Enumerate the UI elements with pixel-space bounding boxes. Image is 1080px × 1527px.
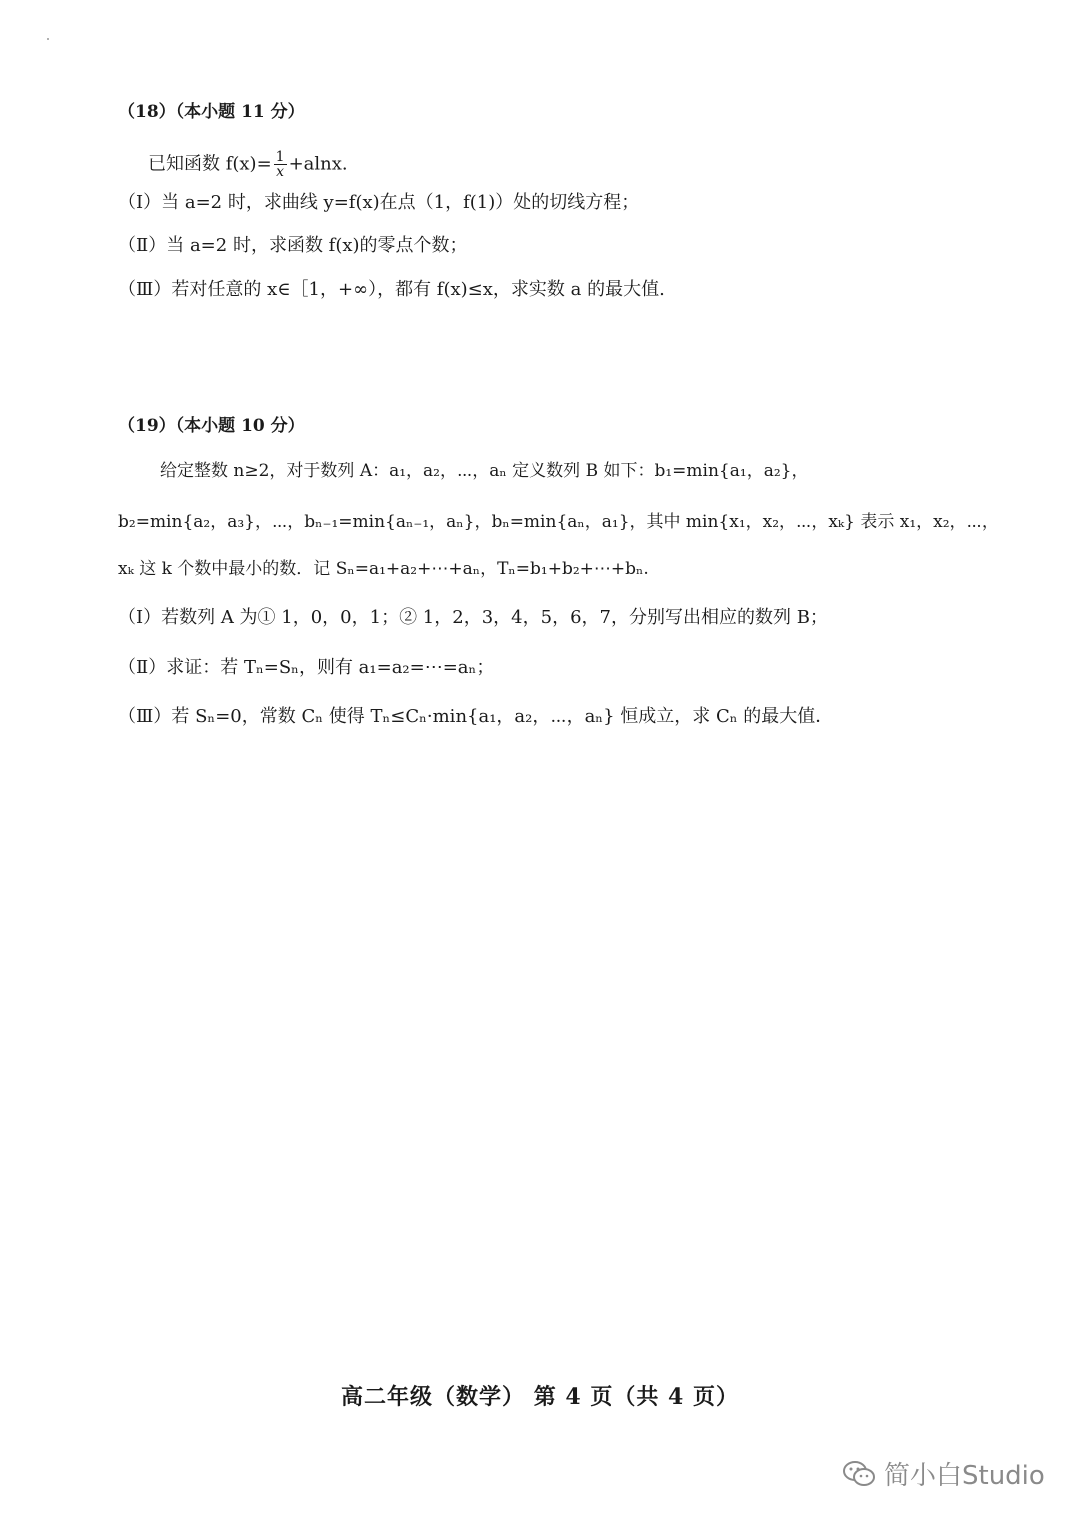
q19-part3: （Ⅲ）若 Sₙ=0，常数 Cₙ 使得 Tₙ≤Cₙ·min{a₁，a₂，⋯，aₙ} 恒成立，求 Cₙ 的最大值． — [118, 706, 834, 727]
q19-part2: （Ⅱ）求证：若 Tₙ=Sₙ，则有 a₁=a₂=⋯=aₙ； — [118, 657, 495, 678]
q18-header: （18）（本小题 11 分） — [118, 102, 305, 122]
q18-intro — [148, 150, 348, 179]
page-footer: 高二年级（数学） 第 4 页（共 4 页） — [341, 1384, 739, 1410]
watermark — [842, 1455, 1045, 1492]
q18-part3: （Ⅲ）若对任意的 x∈［1，+∞），都有 f(x)≤x，求实数 a 的最大值. — [118, 279, 665, 300]
q19-line2: b₂=min{a₂，a₃}，⋯，bₙ₋₁=min{aₙ₋₁，aₙ}，bₙ=min{aₙ，a₁}，其中 min{x₁，x₂，⋯，xₖ} 表示 x₁，x₂，⋯， — [118, 512, 999, 532]
q18-part1: （Ⅰ）当 a=2 时，求曲线 y=f(x)在点（1，f(1)）处的切线方程； — [118, 192, 640, 213]
watermark-text: 简小白Studio — [884, 1461, 1045, 1491]
q18-frac-num: 1 — [275, 149, 285, 165]
q18-intro-after: +alnx. — [288, 153, 348, 175]
q18-intro-before: 已知函数 f(x)= — [148, 153, 272, 175]
q18-frac-den: x — [276, 164, 285, 180]
wechat-icon — [842, 1460, 876, 1488]
q18-fraction — [274, 150, 287, 179]
q19-line3: xₖ 这 k 个数中最小的数．记 Sₙ=a₁+a₂+⋯+aₙ，Tₙ=b₁+b₂+⋯+bₙ. — [118, 559, 649, 579]
q19-part1: （Ⅰ）若数列 A 为① 1，0，0，1；② 1，2，3，4，5，6，7，分别写出相应的数列 B； — [118, 607, 828, 628]
q18-part2: （Ⅱ）当 a=2 时，求函数 f(x)的零点个数； — [118, 235, 468, 256]
q19-line1: 给定整数 n≥2，对于数列 A：a₁，a₂，⋯，aₙ 定义数列 B 如下：b₁=min{a₁，a₂}， — [160, 461, 809, 481]
scan-speck — [47, 38, 49, 40]
q19-header: （19）（本小题 10 分） — [118, 416, 305, 436]
